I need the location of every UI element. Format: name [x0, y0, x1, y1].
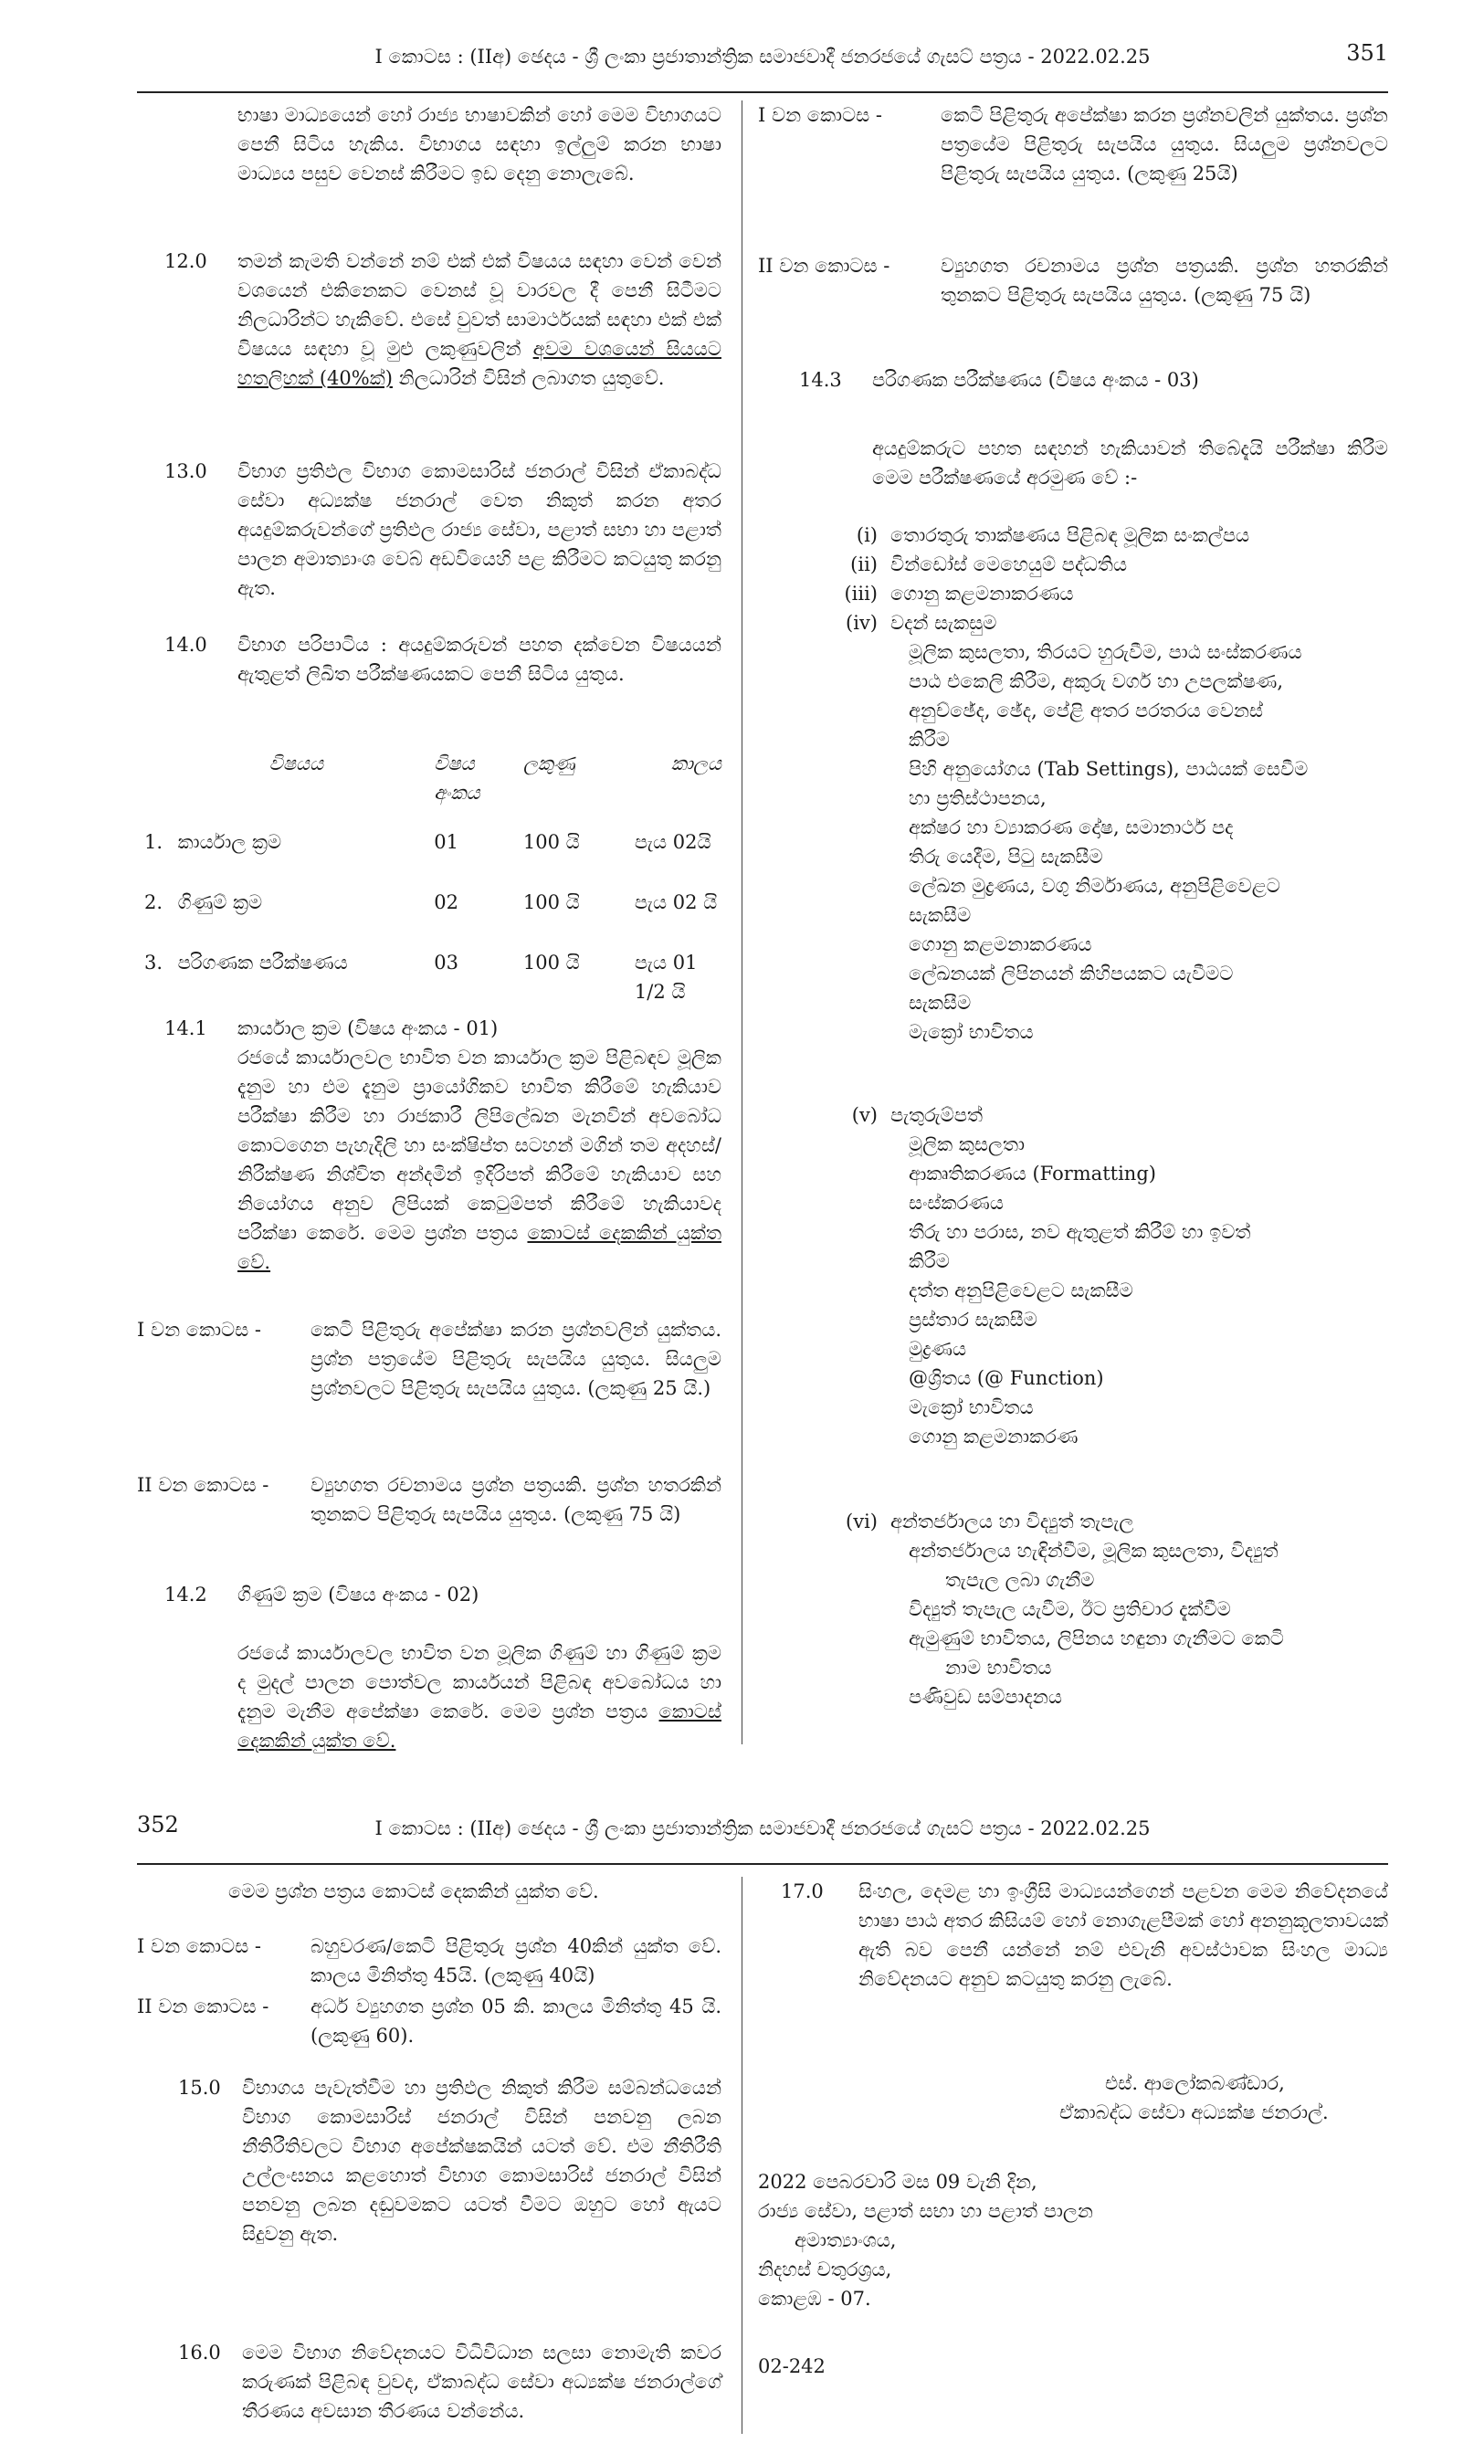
intro-line: මෙම ප්‍රශ්න පත්‍රය කොටස් දෙකකින් යුක්ත වේ.	[228, 1880, 599, 1902]
address-line: කොළඹ - 07.	[758, 2288, 871, 2310]
list-line: විද්‍යුත් තැපැල යැවීම, ඊට ප්‍රතිචාර දැක්වීම	[909, 1598, 1231, 1620]
left-column	[137, 1877, 721, 2443]
section-number: 14.0	[164, 634, 207, 656]
list-lines	[890, 608, 1384, 1047]
part-1-block	[137, 1315, 721, 1403]
section-number: 16.0	[178, 2342, 221, 2364]
list-line: නාම භාවිතය	[945, 1657, 1052, 1679]
list-line: තීරු හා පරාස, නව ඇතුළත් කිරීම් හා ඉවත්	[909, 1221, 1251, 1243]
list-line: හා ප්‍රතිස්ථාපනය,	[909, 787, 1047, 809]
part-2-block	[758, 251, 1388, 310]
page-header	[137, 37, 1388, 93]
section-number: 14.1	[164, 1017, 207, 1039]
part-text: ව්‍යුහගත රචනාමය ප්‍රශ්න පත්‍රයකි. ප්‍රශ්න හතරකින් තුනකට පිළිතුරු සැපයිය යුතුය. (ලකුණු 75 යි)	[310, 1474, 721, 1525]
signature-name: එස්. ආලෝකබණ්ඩාර,	[1105, 2072, 1285, 2094]
header-title: I කොටස : (IIඅ) ඡෙදය - ශ්‍රී ලංකා ප්‍රජාතාන්ත්‍රික සමාජවාදී ජනරජයේ ගැසට් පත්‍රය - 2022.02.25	[374, 46, 1151, 68]
section-text: මෙම විභාග නිවේදනයට විධිවිධාන සලසා නොමැති කවර කරුණක් පිළිබඳ වුවද, ඒකාබද්ධ සේවා අධ්‍යක්ෂ ජනරාල්ගේ තීරණය අවසාන තීරණය වන්නේය.	[242, 2342, 721, 2422]
list-line: කිරීම	[909, 1250, 950, 1272]
section-number: 17.0	[781, 1880, 824, 1902]
list-line: සැකසීම	[909, 904, 972, 926]
list-line: ප්‍රස්තාර සැකසීම	[909, 1309, 1037, 1331]
section-14-3	[799, 365, 1388, 395]
address-line: නිදහස් චතුරශ්‍රය,	[758, 2259, 892, 2280]
page-header	[137, 1808, 1388, 1865]
part-label: II වන කොටස -	[137, 1995, 269, 2017]
part-text: කෙටි පිළිතුරු අපේක්ෂා කරන ප්‍රශ්නවලින් යුක්තය. ප්‍රශ්න පත්‍රයේම පිළිතුරු සැපයිය යුතුය. සියලුම ප්‍රශ්නවලට පිළිතුරු සැපයිය යුතුය. (ලකුණු 25යි)	[941, 104, 1388, 184]
section-text-part: නිලධාරින් විසින් ලබාගත යුතුවේ.	[398, 367, 665, 389]
list-line: තිරු යෙදීම, පිටු සැකසීම	[909, 846, 1103, 868]
list-line: කිරීම	[909, 729, 950, 751]
list-line: වදන් සැකසුම	[890, 612, 997, 634]
list-line: පැතුරුම්පත්	[890, 1104, 984, 1126]
list-line: ලේඛන මුද්‍රණය, වගු නිර්මාණය, අනුපිළිවෙළට	[909, 875, 1280, 897]
part-2-block	[137, 1470, 721, 1529]
section-title: කාර්යාල ක්‍රම (විෂය අංකය - 01)	[237, 1017, 499, 1039]
section-15	[178, 2073, 721, 2248]
table-row	[137, 827, 721, 888]
signature-title: ඒකාබද්ධ සේවා අධ්‍යක්ෂ ජනරාල්.	[1059, 2101, 1329, 2123]
list-label: (iii)	[844, 583, 878, 605]
section-text: විභාග පරිපාටිය : අයදුම්කරුවන් පහත දක්වෙන විෂයයන් ඇතුළත් ලිඛිත පරීක්ෂණයකට පෙනී සිටිය යුතුය.	[237, 634, 721, 685]
section-number: 15.0	[178, 2077, 221, 2099]
section-text-part: තමන් කැමති වන්නේ නම් එක් එක් විෂයය සඳහා වෙන් වෙන් වශයෙන් එකිනෙකට වෙනස් වූ වාරවල දී පෙනී සිටීමට නිලධාරින්ට හැකිවේ. එසේ වුවත් සාමාර්ථයක් සඳහා එක් එක් විෂයය සඳහා වූ මුළු ලකුණුවලින්	[237, 250, 721, 360]
section-text: විභාගය පැවැත්වීම හා ප්‍රතිඵල නිකුත් කිරීම සම්බන්ධයෙන් විභාග කොමසාරිස් ජනරාල් විසින් පනවනු ලබන නීතිරීතිවලට විභාග අපේක්ෂකයින් යටත් වේ. එම නීතිරීති උල්ලංඝනය කළහොත් විභාග කොමසාරිස් ජනරාල් විසින් පනවනු ලබන දඬුවමකට යටත් වීමට ඔහුට හෝ ඇයට සිදුවනු ඇත.	[242, 2077, 721, 2245]
row-marks: 100 යි	[522, 891, 580, 913]
section-title: පරිගණක පරීක්ෂණය (විෂය අංකය - 03)	[872, 369, 1199, 391]
underlined-text: කොටස් දෙකකින් යුක්ත වේ.	[237, 1222, 721, 1273]
col-header-code: විෂය අංකය	[434, 753, 480, 804]
row-subject: ගිණුම් ක්‍රම	[177, 891, 263, 913]
list-line: පාඨ එකෙලි කිරීම, අකුරු වර්ග හා උපලක්ෂණ,	[909, 670, 1284, 692]
section-14-1	[164, 1014, 721, 1277]
table-row	[137, 888, 721, 948]
col-header-subject: විෂයය	[268, 753, 324, 774]
list-line: අක්ෂර හා ව්‍යාකරණ දෝෂ, සමානාර්ථ පද	[909, 816, 1234, 838]
col-header-marks: ලකුණු	[522, 753, 575, 774]
part-label: II වන කොටස -	[758, 255, 890, 277]
section-text: සිංහල, දෙමළ හා ඉංග්‍රීසි මාධ්‍යයන්ගෙන් පළවන මෙම නිවේදනයේ භාෂා පාඨ අතර කිසියම් හෝ නොගැළපීමක් හෝ අනනුකූලතාවයක් ඇති බව පෙනී යන්නේ නම් එවැනි අවස්ථාවක සිංහල මාධ්‍ය නිවේදනයට අනුව කටයුතු කරනු ලැබේ.	[858, 1880, 1388, 1990]
list-label: (iv)	[846, 612, 878, 634]
list-lines	[890, 1100, 1384, 1451]
right-column	[758, 1877, 1388, 2443]
underlined-text: කොටස් දෙකකින් යුක්ත වේ.	[237, 1701, 721, 1752]
header-title: I කොටස : (IIඅ) ඡෙදය - ශ්‍රී ලංකා ප්‍රජාතාන්ත්‍රික සමාජවාදී ජනරජයේ ගැසට් පත්‍රය - 2022.02.25	[374, 1817, 1151, 1839]
list-label: (i)	[856, 524, 878, 546]
section-16	[178, 2338, 721, 2426]
subjects-table	[137, 749, 721, 1006]
list-line: මැක්‍රෝ භාවිතය	[909, 1021, 1034, 1043]
left-column	[137, 100, 721, 1752]
list-line: දත්ත අනුපිළිවෙළට සැකසීම	[909, 1279, 1133, 1301]
row-number: 3.	[144, 952, 163, 974]
gazette-page-352	[0, 1790, 1484, 2464]
list-line: අනුච්ඡේද, ඡේද, පේළි අතර පරතරය වෙනස්	[909, 700, 1263, 721]
reference-number: 02-242	[758, 2355, 826, 2377]
intro-paragraph: භාෂා මාධ්‍යයෙන් හෝ රාජ්‍ය භාෂාවකින් හෝ මෙම විභාගයට පෙනී සිටිය හැකිය. විභාගය සඳහා ඉල්ලුම් කරන භාෂා මාධ්‍යය පසුව වෙනස් කිරීමට ඉඩ දෙනු නොලැබේ.	[237, 104, 721, 184]
row-marks: 100 යි	[522, 952, 580, 974]
list-line: ගොනු කළමනාකරණ	[909, 1426, 1079, 1448]
section-text-part: රජයේ කාර්යාලවල භාවිත වන මූලික ගිණුම් හා ගිණුම් ක්‍රම ද මුදල් පාලන පොත්වල කාර්යයන් පිළිබඳ අවබෝධය හා දැනුම මැනීම අපේක්ෂා කෙරේ. මෙම ප්‍රශ්න පත්‍රය	[237, 1642, 721, 1722]
section-12	[164, 247, 721, 393]
part-label: I වන කොටස -	[137, 1935, 262, 1957]
list-text: තොරතුරු තාක්ෂණය පිළිබඳ මූලික සංකල්පය	[890, 524, 1250, 546]
section-text	[237, 1043, 721, 1277]
address-line: අමාත්‍යාංශය,	[795, 2229, 897, 2251]
date-line: 2022 පෙබරවාරි මස 09 වැනි දින,	[758, 2171, 1037, 2193]
section-text	[237, 1638, 721, 1755]
section-text: විභාග ප්‍රතිඵල විභාග කොමසාරිස් ජනරාල් විසින් ඒකාබද්ධ සේවා අධ්‍යක්ෂ ජනරාල් වෙත නිකුත් කරන අතර අයදුම්කරුවන්ගේ ප්‍රතිඵල රාජ්‍ය සේවා, පළාත් සභා හා පළාත් පාලන අමාත්‍යාංශ වෙබ් අඩවියෙහි පළ කිරීමට කටයුතු කරනු ඇත.	[237, 460, 721, 599]
section-text-part: රජයේ කාර්යාලවල භාවිත වන කාර්යාල ක්‍රම පිළිබඳව මූලික දැනුම හා එම දැනුම ප්‍රායෝගිකව භාවිත කිරීමේ හැකියාව පරීක්ෂා කිරීම හා රාජකාරී ලිපිලේඛන මැනවින් අවබෝධ කොටගෙන පැහැදිලි හා සංක්ෂිප්ත සටහන් මගින් තම අදහස්/නිරීක්ෂණ නිශ්චිත අන්දමින් ඉදිරිපත් කිරීමේ හැකියාව සහ නියෝගය අනුව ලිපියක් කෙටුම්පත් කිරීමේ හැකියාවද පරීක්ෂා කෙරේ. මෙම ප්‍රශ්න පත්‍රය	[237, 1047, 721, 1244]
list-text: ගොනු කළමනාකරණය	[890, 583, 1074, 605]
list-line: මුද්‍රණය	[909, 1338, 967, 1360]
part-1-block	[137, 1932, 721, 1990]
part-label: II වන කොටස -	[137, 1474, 269, 1496]
address-line: රාජ්‍ය සේවා, පළාත් සභා හා පළාත් පාලන	[758, 2200, 1093, 2222]
part-1-block	[758, 100, 1388, 188]
list-line: ලේඛනයක් ලිපිනයන් කිහිපයකට යැවීමට	[909, 963, 1234, 985]
list-text: වින්ඩෝස් මෙහෙයුම් පද්ධතිය	[890, 553, 1128, 575]
section-number: 14.3	[799, 369, 842, 391]
part-text: බහුවරණ/කෙටි පිළිතුරු ප්‍රශ්න 40කින් යුක්ත වේ. කාලය මිනිත්තු 45යි. (ලකුණු 40යි)	[310, 1935, 721, 1986]
list-label: (ii)	[850, 553, 878, 575]
section-number: 13.0	[164, 460, 207, 482]
row-subject: කාර්යාල ක්‍රම	[177, 831, 282, 853]
list-line: මැක්‍රෝ භාවිතය	[909, 1396, 1034, 1418]
right-column	[758, 100, 1388, 1744]
list-line: පිහි අනුයෝගය (Tab Settings), පාඨයක් සෙවීම	[909, 758, 1309, 780]
list-lines	[890, 1507, 1384, 1711]
section-13	[164, 457, 721, 603]
part-text: කෙටි පිළිතුරු අපේක්ෂා කරන ප්‍රශ්නවලින් යුක්තය. ප්‍රශ්න පත්‍රයේම පිළිතුරු සැපයිය යුතුය. සියලුම ප්‍රශ්නවලට පිළිතුරු සැපයිය යුතුය. (ලකුණු 25 යි.)	[310, 1319, 721, 1399]
section-title: ගිණුම් ක්‍රම (විෂය අංකය - 02)	[237, 1584, 479, 1606]
list-line: තැපැල ලබා ගැනීම	[945, 1569, 1095, 1591]
page-number: 352	[137, 1812, 179, 1837]
row-subject: පරිගණක පරීක්ෂණය	[177, 952, 348, 974]
section-17	[781, 1877, 1388, 1994]
part-label: I වන කොටස -	[758, 104, 883, 126]
table-row	[137, 948, 721, 1006]
list-line: ගොනු කළමනාකරණය	[909, 933, 1092, 955]
underlined-text: අවම වශයෙන් සියයට හතලිහක් (40%ක්)	[237, 338, 721, 389]
part-text: අර්ධ ව්‍යුහගත ප්‍රශ්න 05 කි. කාලය මිනිත්තු 45 යි. (ලකුණු 60).	[310, 1995, 721, 2047]
section-intro: අයදුම්කරුට පහත සඳහන් හැකියාවන් තිබේදැයි පරීක්ෂා කිරීම මෙම පරීක්ෂණයේ අරමුණ වේ :-	[872, 437, 1388, 489]
part-label: I වන කොටස -	[137, 1319, 262, 1341]
row-code: 01	[434, 831, 458, 853]
col-header-time: කාලය	[670, 753, 721, 774]
row-number: 1.	[144, 831, 163, 853]
table-header-row	[137, 749, 721, 827]
list-line: පණිවුඩ සම්පාදනය	[909, 1686, 1062, 1708]
list-line: අන්තර්ජාලය හැඳින්වීම, මූලික කුසලතා, විද්‍යුත්	[909, 1540, 1279, 1562]
list-line: සංස්කරණය	[909, 1192, 1004, 1214]
list-line: ඇමුණුම් භාවිතය, ලිපිනය හඳුනා ගැනීමට කෙටි	[909, 1627, 1284, 1649]
section-number: 14.2	[164, 1584, 207, 1606]
list-line: අන්තර්ජාලය හා විද්‍යුත් තැපැල	[890, 1511, 1134, 1532]
part-2-block	[137, 1992, 721, 2050]
section-14	[164, 630, 721, 689]
section-14-2	[164, 1580, 721, 1755]
row-time: පැය 02යි	[634, 831, 711, 853]
list-line: මූලික කුසලතා	[909, 1133, 1025, 1155]
row-code: 03	[434, 952, 458, 974]
page-number: 351	[1346, 40, 1388, 66]
row-code: 02	[434, 891, 458, 913]
section-text	[237, 247, 721, 393]
list-line: @ශ්‍රිතය (@ Function)	[909, 1367, 1104, 1389]
row-time: පැය 02 යි	[634, 891, 718, 913]
list-label: (vi)	[846, 1511, 878, 1532]
list-line: ආකෘතිකරණය (Formatting)	[909, 1163, 1156, 1185]
list-line: සැකසීම	[909, 992, 972, 1014]
section-number: 12.0	[164, 250, 207, 272]
part-text: ව්‍යුහගත රචනාමය ප්‍රශ්න පත්‍රයකි. ප්‍රශ්න හතරකින් තුනකට පිළිතුරු සැපයිය යුතුය. (ලකුණු 75 යි)	[941, 255, 1388, 306]
row-number: 2.	[144, 891, 163, 913]
list-label: (v)	[851, 1104, 878, 1126]
list-line: මූලික කුසලතා, තිරයට හුරුවීම, පාඨ සංස්කරණය	[909, 641, 1302, 663]
row-marks: 100 යි	[522, 831, 580, 853]
row-time: පැය 01 1/2 යි	[634, 952, 698, 1003]
